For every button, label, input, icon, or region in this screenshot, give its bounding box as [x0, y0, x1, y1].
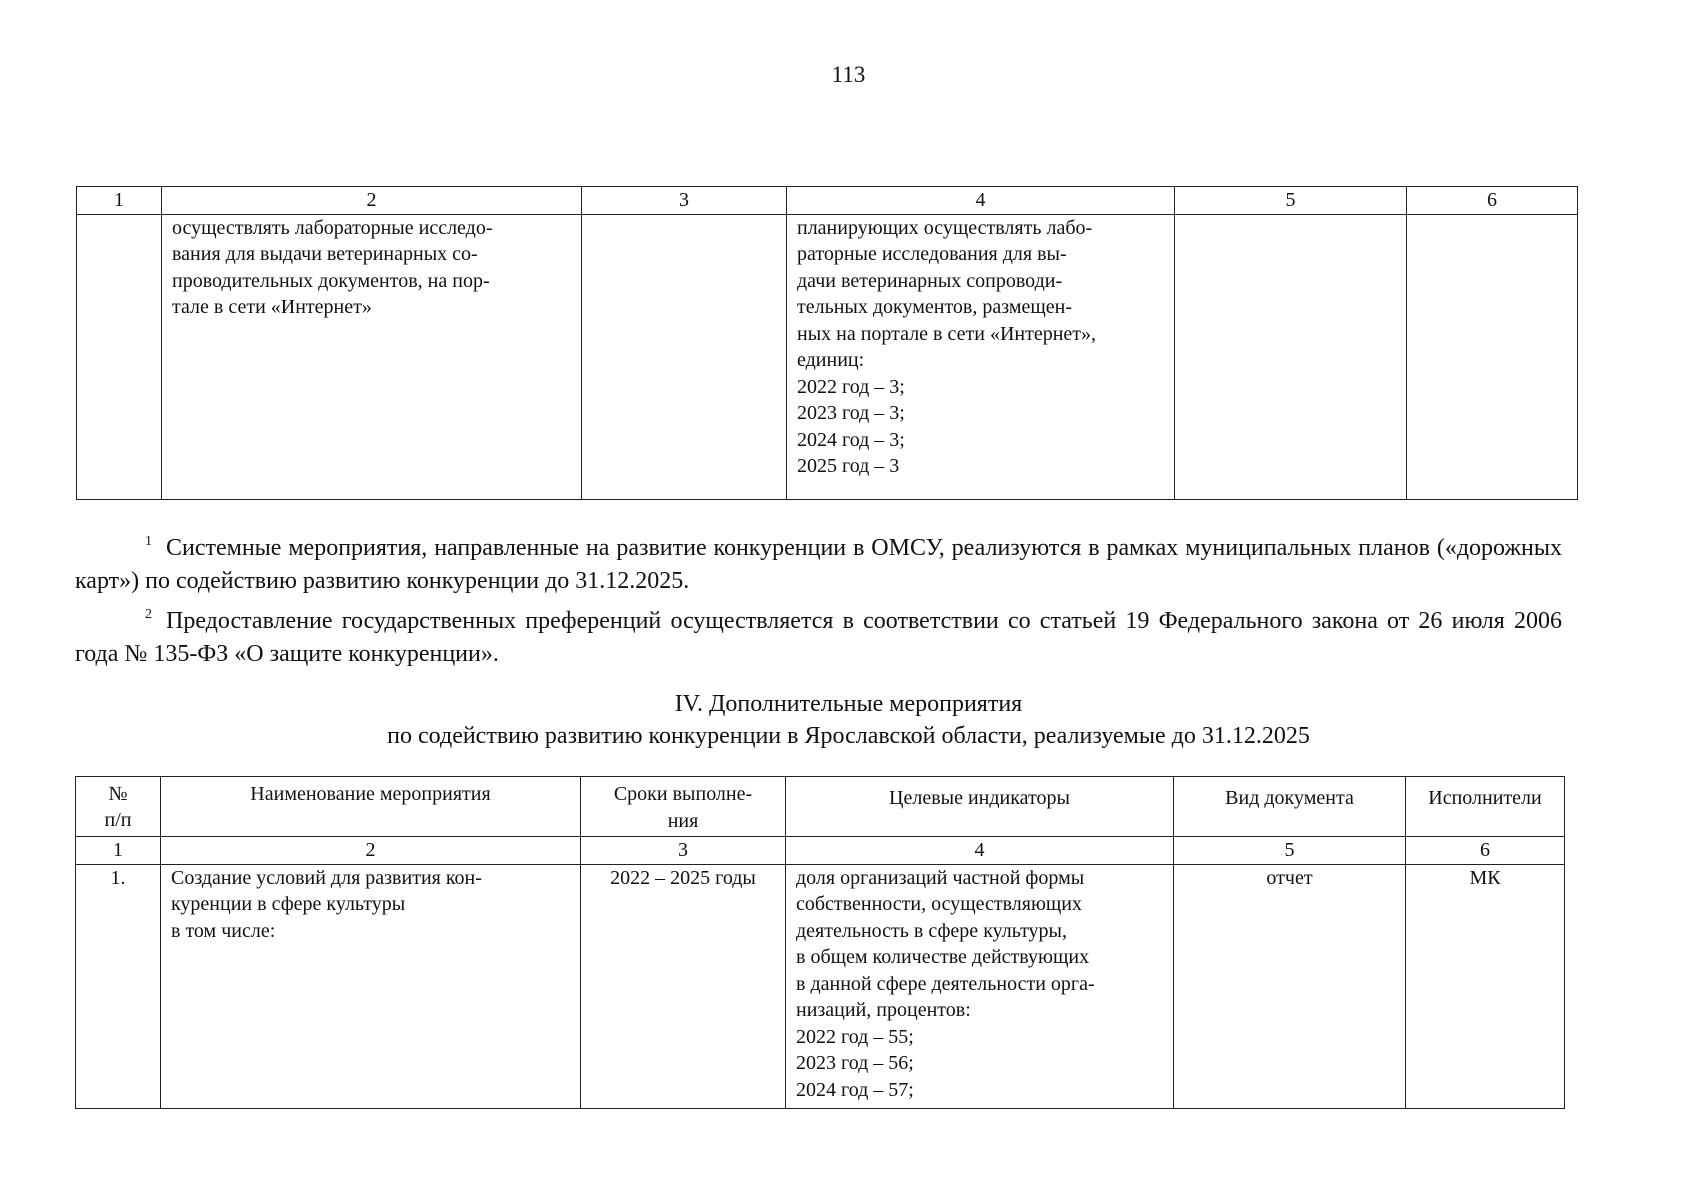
text-line: 2024 год – 3;	[797, 428, 905, 451]
text-line: в данной сфере деятельности орга-	[796, 972, 1095, 995]
header-indicators: Целевые индикаторы	[786, 777, 1174, 837]
cell-executors: МК	[1406, 864, 1565, 1108]
text-line: планирующих осуществлять лабо-	[797, 216, 1093, 239]
footnotes	[75, 525, 1562, 671]
text-line: собственности, осуществляющих	[796, 893, 1083, 915]
section-title-line: по содействию развитию конкуренции в Ярославской области, реализуемые до 31.12.2025	[387, 723, 1310, 749]
col-number: 1	[76, 837, 161, 865]
col-number: 6	[1407, 187, 1578, 215]
text-line: в том числе:	[171, 919, 276, 942]
additional-measures-table	[75, 776, 1565, 1109]
col-number: 3	[581, 837, 786, 865]
header-document-type: Вид документа	[1174, 777, 1406, 837]
footnote-text: Предоставление государственных преференций осуществляется в соответствии со статьей 19 Федерального закона от 26 июля 2006 года № 135-ФЗ «О защите конкуренции».	[75, 608, 1562, 667]
text-line: низаций, процентов:	[796, 999, 971, 1021]
text-line: осуществлять лабораторные исследо-	[172, 216, 493, 239]
footnote-mark: 2	[145, 607, 152, 622]
section-title-line: IV. Дополнительные мероприятия	[674, 691, 1023, 717]
header-executors: Исполнители	[1406, 777, 1565, 837]
cell-deadline	[582, 214, 787, 499]
cell-number	[77, 214, 162, 499]
text-line: проводительных документов, на пор-	[172, 269, 490, 292]
text-line: 2023 год – 3;	[797, 402, 905, 424]
text-line: деятельность в сфере культуры,	[796, 919, 1067, 942]
text-line: Создание условий для развития кон-	[171, 866, 482, 889]
text-line: 2024 год – 57;	[796, 1078, 914, 1101]
text-line: раторные исследования для вы-	[797, 243, 1067, 265]
cell-indicators	[786, 864, 1174, 1108]
footnote	[75, 525, 1562, 598]
header-row	[76, 777, 1565, 837]
text-line: 2025 год – 3	[797, 455, 900, 477]
col-number: 4	[786, 837, 1174, 865]
text-line: тале в сети «Интернет»	[172, 296, 372, 318]
table-row	[76, 864, 1565, 1108]
page-number: 113	[831, 62, 866, 87]
text-line: ных на портале в сети «Интернет»,	[797, 322, 1097, 345]
table-row	[77, 214, 1578, 499]
section-title	[0, 688, 1697, 752]
header-deadline	[581, 777, 786, 837]
col-number: 5	[1175, 187, 1407, 215]
footnote	[75, 598, 1562, 671]
header-number	[76, 777, 161, 837]
cell-document-type: отчет	[1174, 864, 1406, 1108]
continuation-table	[76, 186, 1578, 500]
text-line: доля организаций частной формы	[796, 866, 1085, 889]
header-line: №	[108, 783, 128, 805]
cell-number: 1.	[76, 864, 161, 1108]
text-line: куренции в сфере культуры	[171, 893, 406, 915]
text-line: вания для выдачи ветеринарных со-	[172, 243, 478, 265]
col-number: 5	[1174, 837, 1406, 865]
text-line: единиц:	[797, 349, 865, 371]
header-line: п/п	[104, 809, 132, 831]
col-number: 6	[1406, 837, 1565, 865]
footnote-text: Системные мероприятия, направленные на развитие конкуренции в ОМСУ, реализуются в рамках муниципальных планов («дорожных карт») по содействию развитию конкуренции до 31.12.2025.	[75, 535, 1562, 594]
text-line: тельных документов, размещен-	[797, 296, 1073, 318]
column-number-row	[76, 837, 1565, 865]
col-number: 2	[162, 187, 582, 215]
cell-event-name	[161, 864, 581, 1108]
cell-indicators	[787, 214, 1175, 499]
footnote-mark: 1	[145, 534, 152, 549]
col-number: 4	[787, 187, 1175, 215]
cell-document-type	[1175, 214, 1407, 499]
header-line: ния	[667, 809, 699, 832]
text-line: в общем количестве действующих	[796, 946, 1090, 968]
cell-deadline: 2022 – 2025 годы	[581, 864, 786, 1108]
text-line: 2022 год – 3;	[797, 375, 905, 398]
header-event-name: Наименование мероприятия	[161, 777, 581, 837]
cell-executors	[1407, 214, 1578, 499]
text-line: 2022 год – 55;	[796, 1025, 914, 1048]
header-line: Сроки выполне-	[613, 783, 753, 805]
cell-event-name	[162, 214, 582, 499]
column-number-row	[77, 187, 1578, 215]
col-number: 3	[582, 187, 787, 215]
col-number: 2	[161, 837, 581, 865]
col-number: 1	[77, 187, 162, 215]
text-line: 2023 год – 56;	[796, 1052, 914, 1074]
text-line: дачи ветеринарных сопроводи-	[797, 269, 1063, 292]
